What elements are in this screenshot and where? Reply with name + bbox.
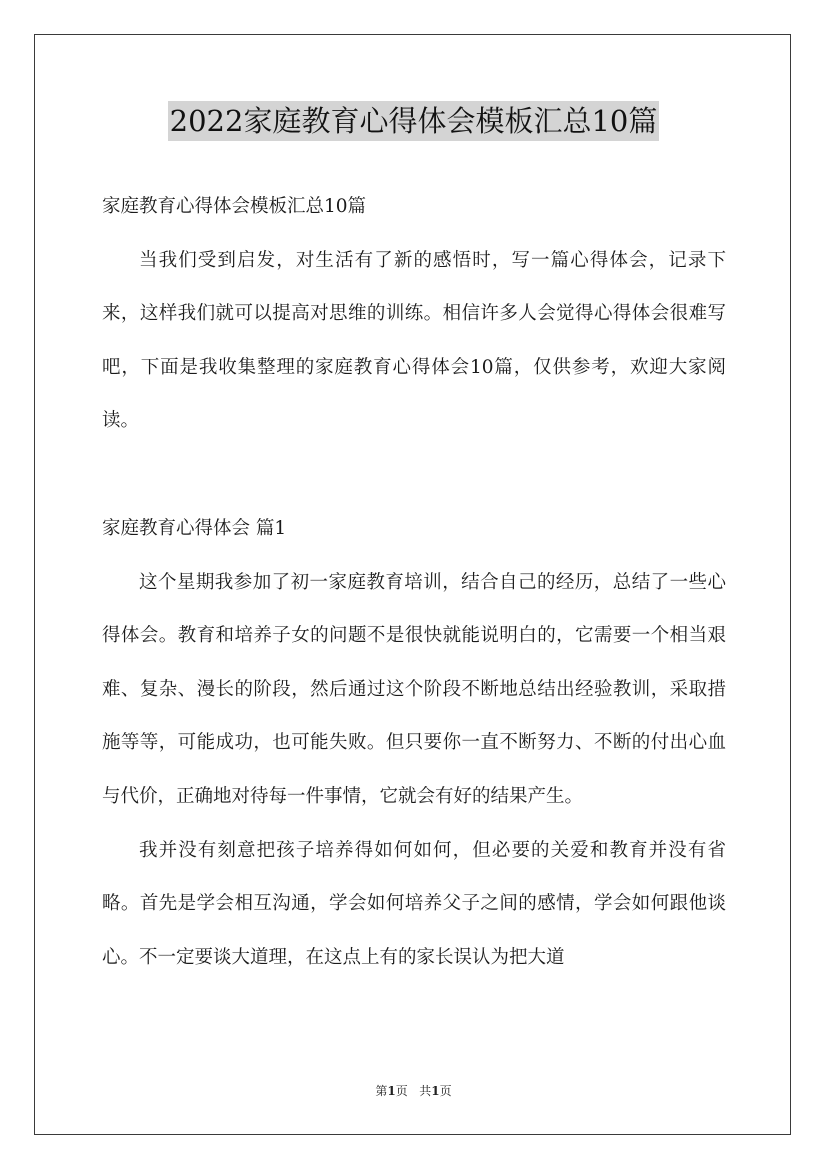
intro-paragraph: 当我们受到启发，对生活有了新的感悟时，写一篇心得体会，记录下来，这样我们就可以提高对思维的训练。相信许多人会觉得心得体会很难写吧，下面是我收集整理的家庭教育心得体会10篇，仅供参考，欢迎大家阅读。 <box>102 249 726 432</box>
page-prefix: 第 <box>375 1084 388 1098</box>
section-spacer <box>102 448 726 502</box>
page-footer <box>0 1083 827 1099</box>
total-prefix: 共 <box>419 1084 432 1098</box>
document-subtitle: 家庭教育心得体会模板汇总10篇 <box>102 196 367 217</box>
page-suffix: 页 <box>395 1084 408 1098</box>
page-number: 1 <box>387 1084 396 1098</box>
title-container <box>0 101 827 141</box>
body-paragraph-2: 我并没有刻意把孩子培养得如何如何，但必要的关爱和教育并没有省略。首先是学会相互沟通，学会如何培养父子之间的感情，学会如何跟他谈心。不一定要谈大道理，在这点上有的家长误认为把大道 <box>102 839 726 968</box>
document-title: 2022家庭教育心得体会模板汇总10篇 <box>168 101 660 141</box>
document-body <box>102 180 726 984</box>
total-suffix: 页 <box>439 1084 452 1098</box>
section-heading: 家庭教育心得体会 篇1 <box>102 517 287 539</box>
total-pages: 1 <box>431 1084 440 1098</box>
body-paragraph-1: 这个星期我参加了初一家庭教育培训，结合自己的经历，总结了一些心得体会。教育和培养子女的问题不是很快就能说明白的，它需要一个相当艰难、复杂、漫长的阶段，然后通过这个阶段不断地总结出经验教训，采取措施等等，可能成功，也可能失败。但只要你一直不断努力、不断的付出心血与代价，正确地对待每一件事情，它就会有好的结果产生。 <box>102 571 726 807</box>
